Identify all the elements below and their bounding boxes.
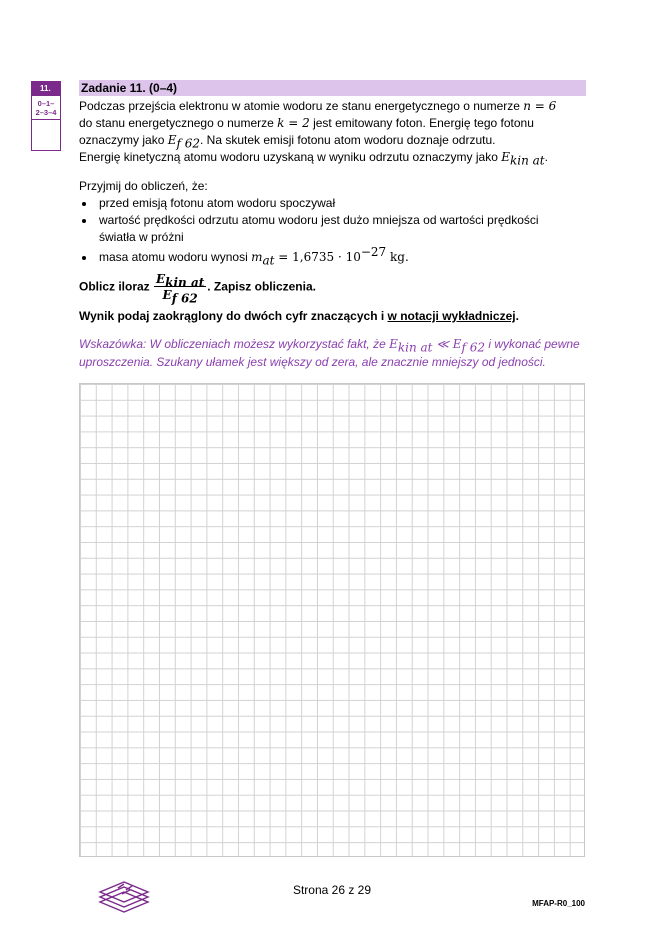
list-item: wartość prędkości odrzutu atomu wodoru jest dużo mniejsza od wartości prędkości światła w próżni xyxy=(79,212,589,246)
document-code: MFAP-R0_100 xyxy=(532,899,585,908)
task-number: 11. xyxy=(32,82,60,96)
intro-line-4: Energię kinetyczną atomu wodoru uzyskaną w wyniku odrzutu oznaczymy jako $E_{kin at}$. xyxy=(79,150,548,168)
answer-grid[interactable] xyxy=(79,383,585,857)
instruction-line-1: Oblicz iloraz $\frac{E_{kin at}}{E_{f 62}}$ . Zapisz obliczenia. xyxy=(79,272,316,306)
instruction-line-2: Wynik podaj zaokrąglony do dwóch cyfr znaczących i w notacji wykładniczej. xyxy=(79,309,519,323)
page-number: Strona 26 z 29 xyxy=(292,883,372,897)
intro-paragraph xyxy=(79,98,589,166)
intro-line-1: Podczas przejścia elektronu w atomie wodoru ze stanu energetycznego o numerze n = 6 xyxy=(79,99,557,113)
points-scale: 0–1– 2–3–4 xyxy=(32,96,60,120)
score-box xyxy=(31,81,61,151)
intro-line-3: oznaczymy jako $E_{f 62}$. Na skutek emisji fotonu atom wodoru doznaje odrzutu. xyxy=(79,133,496,151)
assumptions-list xyxy=(79,195,589,266)
task-title: Zadanie 11. (0–4) xyxy=(79,80,586,96)
intro-line-2: do stanu energetycznego o numerze k = 2 jest emitowany foton. Energię tego fotonu xyxy=(79,116,534,130)
assumptions-lead: Przyjmij do obliczeń, że: xyxy=(79,179,208,193)
list-item: przed emisją fotonu atom wodoru spoczywał xyxy=(79,195,589,212)
hint: Wskazówka: W obliczeniach możesz wykorzystać fakt, że $E_{kin at}$ ≪ $E_{f 62}$ i wykonać pewne uproszczenia. Szukany ułamek jest większy od zera, ale znacznie mniejszy od jedności. xyxy=(79,337,580,369)
list-item: masa atomu wodoru wynosi $m_{at} = 1,6735 \cdot 10^{-27}$ kg. xyxy=(79,249,589,266)
ratio-fraction: $\frac{E_{kin at}}{E_{f 62}}$ xyxy=(156,272,205,306)
